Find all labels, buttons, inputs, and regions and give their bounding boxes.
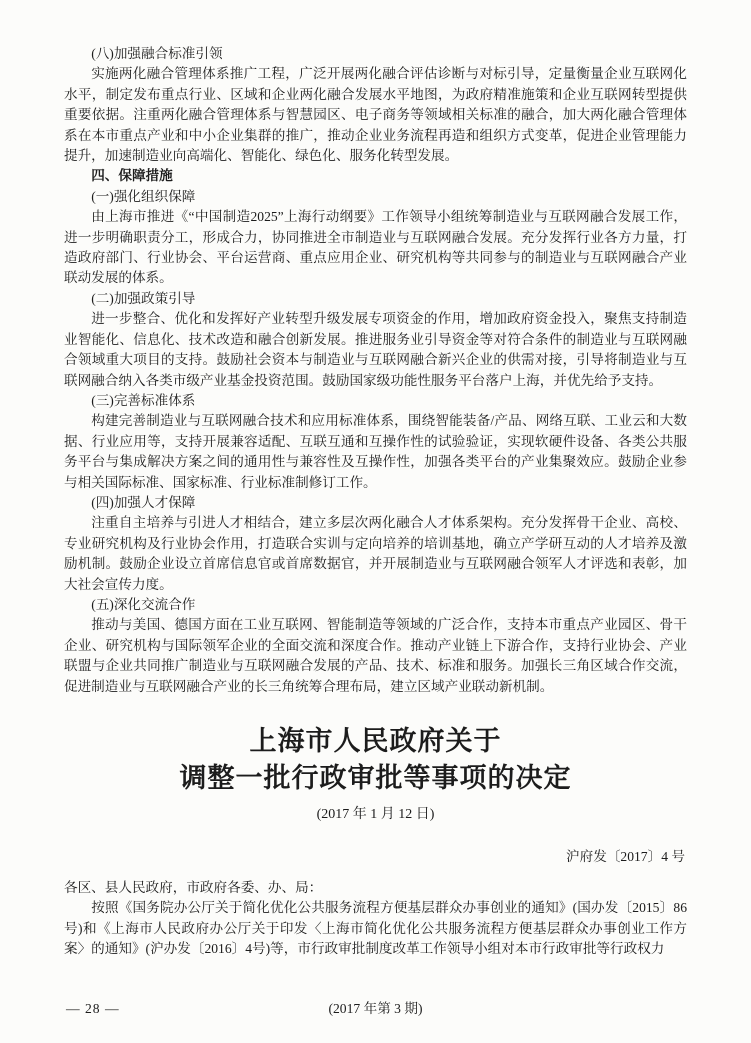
document-2-title xyxy=(64,723,687,797)
body-paragraph: 注重自主培养与引进人才相结合，建立多层次两化融合人才体系架构。充分发挥骨干企业、高校、专业研究机构及行业协会作用，打造联合实训与定向培养的培训基地，确立产学研互动的人才培养及激励机制。鼓励企业设立首席信息官或首席数据官，并开展制造业与互联网融合领军人才评选和表彰，加大社会宣传力度。 xyxy=(64,515,687,592)
subsection-heading-2: (二)加强政策引导 xyxy=(91,290,196,306)
body-paragraph: 推动与美国、德国方面在工业互联网、智能制造等领域的广泛合作，支持本市重点产业园区、骨干企业、研究机构与国际领军企业的全面交流和深度合作。推动产业链上下游合作，支持行业协会、产业联盟与企业共同推广制造业与互联网融合发展的产品、技术、标准和服务。加强长三角区域合作交流，促进制造业与互联网融合产业的长三角统筹合理布局，建立区域产业联动新机制。 xyxy=(64,617,687,694)
body-paragraph: 构建完善制造业与互联网融合技术和应用标准体系，围绕智能装备/产品、网络互联、工业云和大数据、行业应用等，支持开展兼容适配、互联互通和互操作性的试验验证，实现软硬件设备、各类公共服务平台与集成解决方案之间的通用性与兼容性及互操作性，加强各类平台的产业集聚效应。鼓励企业参与相关国际标准、国家标准、行业标准制修订工作。 xyxy=(64,413,687,490)
body-paragraph: 由上海市推进《“中国制造2025”上海行动纲要》工作领导小组统筹制造业与互联网融合发展工作，进一步明确职责分工，形成合力，协同推进全市制造业与互联网融合发展。充分发挥行业各方力量，打造政府部门、行业协会、平台运营商、重点应用企业、研究机构等共同参与的制造业与互联网融合产业联动发展的体系。 xyxy=(64,209,687,286)
page-number: — 28 — xyxy=(66,1001,120,1016)
document-1-body xyxy=(64,44,687,697)
subsection-heading-5: (五)深化交流合作 xyxy=(91,596,196,612)
document-2-body xyxy=(64,878,687,960)
subsection-heading-3: (三)完善标准体系 xyxy=(91,392,196,408)
subsection-heading-8: (八)加强融合标准引领 xyxy=(91,46,223,61)
page-footer xyxy=(64,999,687,1019)
body-paragraph: 进一步整合、优化和发挥好产业转型升级发展专项资金的作用，增加政府资金投入，聚焦支持制造业智能化、信息化、技术改造和融合创新发展。推进服务业引导资金等对符合条件的制造业与互联网融合领域重大项目的支持。鼓励社会资本与制造业与互联网融合新兴企业的供需对接，引导将制造业与互联网融合纳入各类市级产业基金投资范围。鼓励国家级功能性服务平台落户上海，并优先给予支持。 xyxy=(64,311,687,388)
part-heading-4: 四、保障措施 xyxy=(91,168,173,185)
body-paragraph: 实施两化融合管理体系推广工程，广泛开展两化融合评估诊断与对标引导，定量衡量企业互联网化水平，制定发布重点行业、区域和企业两化融合发展水平地图，为政府精准施策和企业互联网转型提供重要依据。注重两化融合管理体系与智慧园区、电子商务等领域相关标准的融合，加大两化融合管理体系在本市重点产业和中小企业集群的推广，推动企业业务流程再造和组织方式变革，促进企业管理能力提升，加速制造业向高端化、智能化、绿色化、服务化转型发展。 xyxy=(64,66,687,164)
subsection-heading-4: (四)加强人才保障 xyxy=(91,494,196,510)
document-date: (2017 年 1 月 12 日) xyxy=(316,807,435,822)
issue-label: (2017 年第 3 期) xyxy=(328,1001,423,1016)
subsection-heading-1: (一)强化组织保障 xyxy=(91,188,196,204)
salutation-line: 各区、县人民政府，市政府各委、办、局： xyxy=(64,880,323,895)
body-paragraph: 按照《国务院办公厅关于简化优化公共服务流程方便基层群众办事创业的通知》(国办发〔2015〕86号)和《上海市人民政府办公厅关于印发〈上海市简化优化公共服务流程方便基层群众办事创业工作方案〉的通知》(沪办发〔2016〕4号)等，市行政审批制度改革工作领导小组对本市行政审批等行政权力 xyxy=(64,900,687,957)
document-title-line-2: 调整一批行政审批等事项的决定 xyxy=(179,763,572,793)
document-title-line-1: 上海市人民政府关于 xyxy=(249,726,502,756)
document-number: 沪府发〔2017〕4 号 xyxy=(566,849,685,864)
